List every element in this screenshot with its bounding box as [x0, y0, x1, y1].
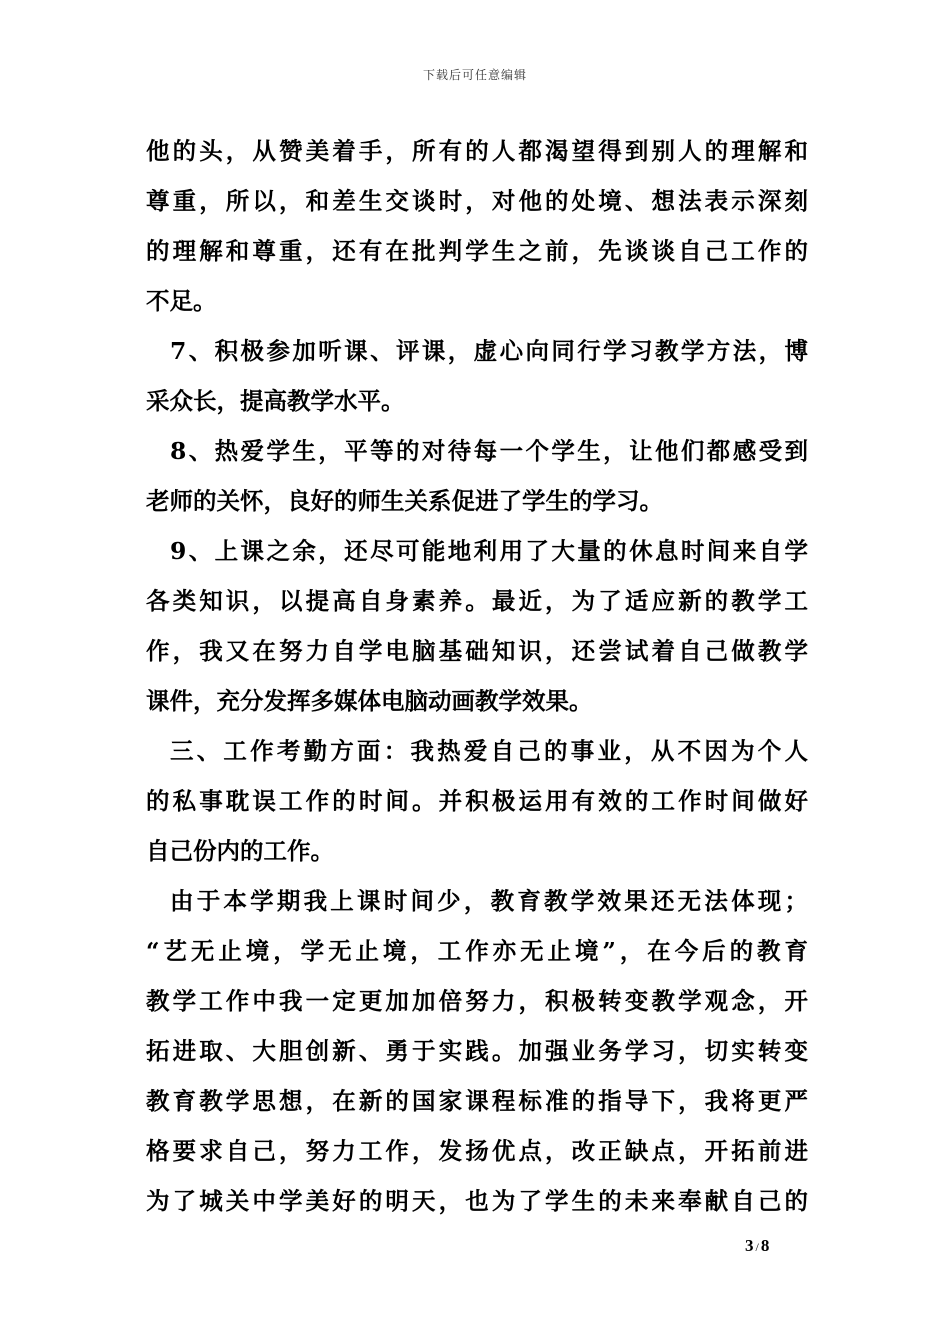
- text-line: 拓进取、大胆创新、勇于实践。加强业务学习，切实转变: [146, 1037, 808, 1065]
- text-line: 不足。: [146, 287, 217, 315]
- document-body: [146, 126, 808, 1226]
- text-line: 8、热爱学生，平等的对待每一个学生，让他们都感受到: [170, 437, 808, 465]
- text-line: 格要求自己，努力工作，发扬优点，改正缺点，开拓前进: [146, 1137, 808, 1165]
- text-line: 9、上课之余，还尽可能地利用了大量的休息时间来自学: [170, 537, 808, 565]
- text-line: 教学工作中我一定更加加倍努力，积极转变教学观念，开: [146, 987, 808, 1015]
- page-number: [745, 1236, 769, 1256]
- text-line: 各类知识，以提高自身素养。最近，为了适应新的教学工: [146, 587, 808, 615]
- text-line: 为了城关中学美好的明天，也为了学生的未来奉献自己的: [146, 1187, 808, 1215]
- text-line: 教育教学思想，在新的国家课程标准的指导下，我将更严: [146, 1087, 808, 1115]
- text-line: 课件，充分发挥多媒体电脑动画教学效果。: [146, 687, 593, 715]
- text-line: 他的头，从赞美着手，所有的人都渴望得到别人的理解和: [146, 137, 808, 165]
- page-separator: /: [755, 1240, 759, 1254]
- text-line: 自己份内的工作。: [146, 837, 334, 865]
- current-page-number: 3: [745, 1236, 754, 1255]
- text-line: 作，我又在努力自学电脑基础知识，还尝试着自己做教学: [146, 637, 808, 665]
- page-header: 下载后可任意编辑: [422, 68, 527, 82]
- total-pages-number: 8: [760, 1236, 770, 1255]
- text-line: 的理解和尊重，还有在批判学生之前，先谈谈自己工作的: [146, 237, 808, 265]
- text-line: 的私事耽误工作的时间。并积极运用有效的工作时间做好: [146, 787, 808, 815]
- text-line: 尊重，所以，和差生交谈时，对他的处境、想法表示深刻: [146, 187, 808, 215]
- text-line: 三、工作考勤方面：我热爱自己的事业，从不因为个人: [170, 737, 808, 765]
- text-line: “艺无止境，学无止境，工作亦无止境”，在今后的教育: [146, 937, 808, 965]
- text-line: 老师的关怀，良好的师生关系促进了学生的学习。: [146, 487, 663, 515]
- text-line: 由于本学期我上课时间少，教育教学效果还无法体现；: [170, 887, 808, 915]
- text-line: 采众长，提高教学水平。: [146, 387, 405, 415]
- text-line: 7、积极参加听课、评课，虚心向同行学习教学方法，博: [170, 337, 808, 365]
